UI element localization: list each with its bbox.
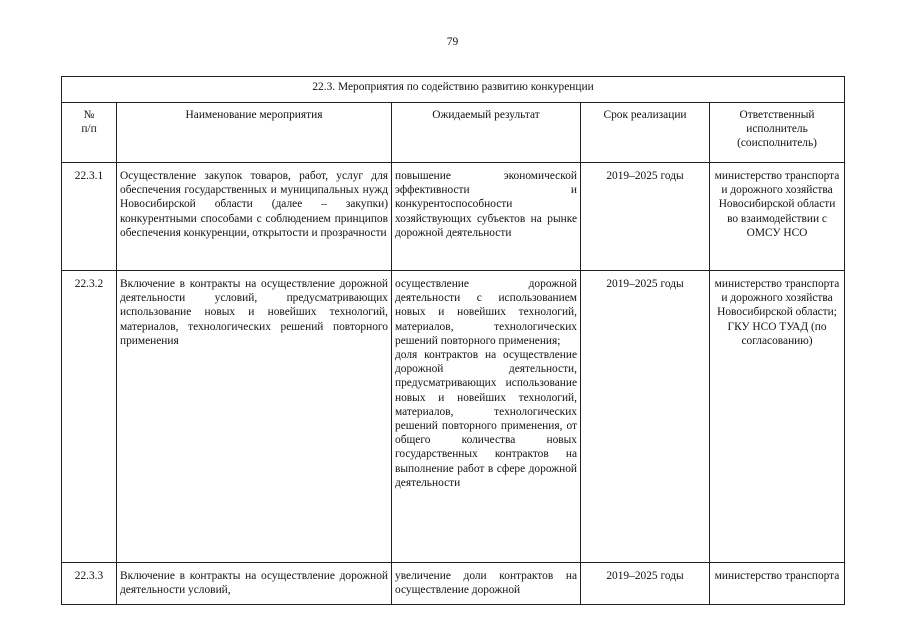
row-term: 2019–2025 годы [581, 271, 710, 563]
table-row [62, 163, 845, 271]
row-result: повышение экономической эффективности и конкурентоспособности хозяйствующих субъектов на рынке дорожной деятельности [392, 163, 581, 271]
row-term: 2019–2025 годы [581, 563, 710, 605]
header-row [62, 103, 845, 163]
section-title: 22.3. Мероприятия по содействию развитию конкуренции [62, 77, 845, 103]
header-term: Срок реализации [581, 103, 710, 163]
row-result: увеличение доли контрактов на осуществление дорожной [392, 563, 581, 605]
row-num: 22.3.1 [62, 163, 117, 271]
row-name: Включение в контракты на осуществление дорожной деятельности условий, предусматривающих использование новых и новейших технологий, материалов, технологических решений повторного применения [117, 271, 392, 563]
row-name: Осуществление закупок товаров, работ, услуг для обеспечения государственных и муниципальных нужд Новосибирской области (далее – закупки) конкурентными способами с соблюдением принципов обеспечения конкуренции, открытости и прозрачности [117, 163, 392, 271]
measures-table [61, 76, 845, 605]
row-result: осуществление дорожной деятельности с использованием новых и новейших технологий, материалов, технологических решений повторного применения; доля контрактов на осуществление дорожной деятельности, предусматривающих использование новых и новейших технологий, материалов, технологических решений повторного применения, от общего количества новых государственных контрактов на выполнение работ в сфере дорожной деятельности [392, 271, 581, 563]
header-responsible: Ответственный исполнитель (соисполнитель) [710, 103, 845, 163]
row-name: Включение в контракты на осуществление дорожной деятельности условий, [117, 563, 392, 605]
row-responsible: министерство транспорта [710, 563, 845, 605]
row-num: 22.3.2 [62, 271, 117, 563]
row-responsible: министерство транспорта и дорожного хозяйства Новосибирской области; ГКУ НСО ТУАД (по согласованию) [710, 271, 845, 563]
row-responsible: министерство транспорта и дорожного хозяйства Новосибирской области во взаимодействии с ОМСУ НСО [710, 163, 845, 271]
table-row [62, 271, 845, 563]
header-name: Наименование мероприятия [117, 103, 392, 163]
row-term: 2019–2025 годы [581, 163, 710, 271]
header-num: № п/п [62, 103, 117, 163]
header-result: Ожидаемый результат [392, 103, 581, 163]
page-number: 79 [446, 36, 459, 48]
row-num: 22.3.3 [62, 563, 117, 605]
table-row [62, 563, 845, 605]
